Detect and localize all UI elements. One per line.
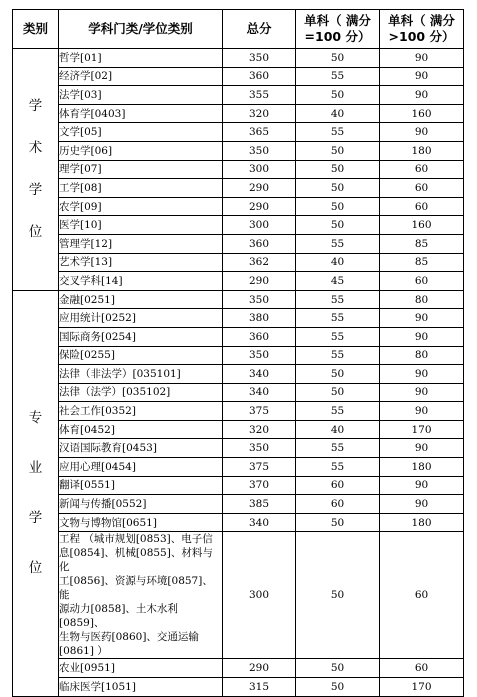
- category-char: 位: [28, 224, 43, 241]
- table-row: [13, 141, 464, 160]
- table-row-engineering: [13, 532, 464, 659]
- subject-cell: 农学[09]: [59, 197, 223, 216]
- subject-cell: 法律（法学）[035102]: [59, 383, 223, 402]
- subject-line: 息[0854]、机械[0855]、材料与化: [59, 547, 213, 574]
- single-over-100-cell: 85: [380, 234, 464, 253]
- subject-line: 工程 （城市规划[0853]、电子信: [59, 533, 213, 546]
- subject-cell: 汉语国际教育[0453]: [59, 439, 223, 458]
- table-row: [13, 197, 464, 216]
- subject-line: 工[0856]、资源与环境[0857]、能: [59, 575, 213, 602]
- single-over-100-cell: 180: [380, 513, 464, 532]
- table-row: [13, 678, 464, 697]
- total-score-cell: 300: [223, 532, 296, 659]
- subject-cell: 法学[03]: [59, 86, 223, 105]
- single-over-100-cell: 60: [380, 272, 464, 291]
- single-over-100-cell: 60: [380, 179, 464, 198]
- single-100-cell: 40: [296, 420, 380, 439]
- table-row: [13, 513, 464, 532]
- single-100-cell: 50: [296, 383, 380, 402]
- subject-cell: 新闻与传播[0552]: [59, 495, 223, 514]
- total-score-cell: 315: [223, 678, 296, 697]
- single-over-100-cell: 170: [380, 678, 464, 697]
- total-score-cell: 290: [223, 272, 296, 291]
- table-row: [13, 402, 464, 421]
- subject-cell: 保险[0255]: [59, 346, 223, 365]
- single-over-100-cell: 160: [380, 104, 464, 123]
- single-100-cell: 55: [296, 67, 380, 86]
- table-row: [13, 420, 464, 439]
- single-100-cell: 50: [296, 365, 380, 384]
- total-score-cell: 340: [223, 513, 296, 532]
- total-score-cell: 300: [223, 160, 296, 179]
- total-score-cell: 350: [223, 346, 296, 365]
- single-over-100-cell: 80: [380, 346, 464, 365]
- single-over-100-cell: 90: [380, 365, 464, 384]
- category-char: 术: [28, 140, 43, 157]
- table-row: [13, 253, 464, 272]
- subject-cell: 哲学[01]: [59, 49, 223, 68]
- single-over-100-cell: 170: [380, 420, 464, 439]
- category-char: 业: [28, 460, 43, 477]
- single-over-100-cell: 90: [380, 327, 464, 346]
- table-row: [13, 495, 464, 514]
- subject-cell: 翻译[0551]: [59, 476, 223, 495]
- single-over-100-cell: 180: [380, 141, 464, 160]
- single-over-100-cell: 180: [380, 458, 464, 477]
- header-subject: 学科门类/学位类别: [59, 10, 223, 49]
- table-row: [13, 179, 464, 198]
- single-100-cell: 55: [296, 290, 380, 309]
- single-over-100-cell: 60: [380, 160, 464, 179]
- single-100-cell: 55: [296, 346, 380, 365]
- subject-cell: 经济学[02]: [59, 67, 223, 86]
- table-row: [13, 216, 464, 235]
- table-row: [13, 476, 464, 495]
- single-over-100-cell: 90: [380, 123, 464, 142]
- single-100-cell: 55: [296, 439, 380, 458]
- table-header: [13, 10, 464, 49]
- single-100-cell: 50: [296, 659, 380, 678]
- professional-degree-label: [13, 290, 59, 696]
- subject-cell: 历史学[06]: [59, 141, 223, 160]
- total-score-cell: 290: [223, 659, 296, 678]
- single-100-cell: 55: [296, 234, 380, 253]
- single-over-100-cell: 60: [380, 532, 464, 659]
- total-score-cell: 350: [223, 439, 296, 458]
- subject-line: 源动力[0858]、土木水利[0859]、: [59, 603, 178, 630]
- total-score-cell: 360: [223, 234, 296, 253]
- total-score-cell: 350: [223, 290, 296, 309]
- subject-cell: 社会工作[0352]: [59, 402, 223, 421]
- single-over-100-cell: 60: [380, 659, 464, 678]
- subject-cell: 交叉学科[14]: [59, 272, 223, 291]
- category-char: 学: [28, 182, 43, 199]
- total-score-cell: 350: [223, 49, 296, 68]
- table-row: [13, 234, 464, 253]
- table-row: [13, 123, 464, 142]
- total-score-cell: 340: [223, 383, 296, 402]
- single-100-cell: 60: [296, 476, 380, 495]
- total-score-cell: 350: [223, 141, 296, 160]
- total-score-cell: 380: [223, 309, 296, 328]
- subject-cell: 工学[08]: [59, 179, 223, 198]
- single-over-100-cell: 60: [380, 197, 464, 216]
- table-row: [13, 86, 464, 105]
- single-100-cell: 55: [296, 327, 380, 346]
- single-over-100-cell: 80: [380, 290, 464, 309]
- total-score-cell: 290: [223, 197, 296, 216]
- total-score-cell: 320: [223, 420, 296, 439]
- subject-line: [0861] ）: [59, 645, 108, 658]
- single-over-100-cell: 90: [380, 67, 464, 86]
- single-over-100-cell: 160: [380, 216, 464, 235]
- total-score-cell: 375: [223, 458, 296, 477]
- single-100-cell: 50: [296, 49, 380, 68]
- academic-degree-label: [13, 49, 59, 291]
- table-row: [13, 327, 464, 346]
- subject-cell: [59, 532, 223, 659]
- subject-cell: 农业[0951]: [59, 659, 223, 678]
- single-100-cell: 50: [296, 678, 380, 697]
- total-score-cell: 360: [223, 67, 296, 86]
- subject-cell: 临床医学[1051]: [59, 678, 223, 697]
- single-100-cell: 40: [296, 104, 380, 123]
- single-100-cell: 55: [296, 458, 380, 477]
- header-total: 总分: [223, 10, 296, 49]
- subject-cell: 医学[10]: [59, 216, 223, 235]
- total-score-cell: 362: [223, 253, 296, 272]
- score-table: [12, 9, 464, 697]
- header-single-100: 单科（ 满分=100 分）: [296, 10, 380, 49]
- subject-cell: 金融[0251]: [59, 290, 223, 309]
- single-100-cell: 55: [296, 402, 380, 421]
- total-score-cell: 370: [223, 476, 296, 495]
- table-row: [13, 160, 464, 179]
- subject-cell: 理学[07]: [59, 160, 223, 179]
- table-row: [13, 272, 464, 291]
- subject-cell: 法律（非法学）[035101]: [59, 365, 223, 384]
- total-score-cell: 340: [223, 365, 296, 384]
- total-score-cell: 365: [223, 123, 296, 142]
- table-row: [13, 346, 464, 365]
- single-100-cell: 45: [296, 272, 380, 291]
- total-score-cell: 290: [223, 179, 296, 198]
- subject-cell: 体育[0452]: [59, 420, 223, 439]
- header-category: 类别: [13, 10, 59, 49]
- category-char: 学: [28, 510, 43, 527]
- single-100-cell: 40: [296, 253, 380, 272]
- single-over-100-cell: 85: [380, 253, 464, 272]
- category-char: 位: [28, 560, 43, 577]
- total-score-cell: 355: [223, 86, 296, 105]
- subject-cell: 艺术学[13]: [59, 253, 223, 272]
- subject-cell: 管理学[12]: [59, 234, 223, 253]
- single-over-100-cell: 90: [380, 495, 464, 514]
- subject-line: 生物与医药[0860]、交通运输: [59, 631, 199, 644]
- header-single-over-100: 单科（ 满分>100 分）: [380, 10, 464, 49]
- table-body: [13, 49, 464, 697]
- single-100-cell: 50: [296, 160, 380, 179]
- table-row: [13, 290, 464, 309]
- single-over-100-cell: 90: [380, 383, 464, 402]
- table-row: [13, 458, 464, 477]
- table-row: [13, 309, 464, 328]
- single-over-100-cell: 90: [380, 86, 464, 105]
- single-over-100-cell: 90: [380, 439, 464, 458]
- total-score-cell: 300: [223, 216, 296, 235]
- single-100-cell: 50: [296, 513, 380, 532]
- total-score-cell: 375: [223, 402, 296, 421]
- single-100-cell: 50: [296, 216, 380, 235]
- subject-cell: 文物与博物馆[0651]: [59, 513, 223, 532]
- table-row: [13, 49, 464, 68]
- single-100-cell: 60: [296, 495, 380, 514]
- total-score-cell: 360: [223, 327, 296, 346]
- table-row: [13, 439, 464, 458]
- subject-cell: 应用统计[0252]: [59, 309, 223, 328]
- total-score-cell: 320: [223, 104, 296, 123]
- total-score-cell: 385: [223, 495, 296, 514]
- table-row: [13, 104, 464, 123]
- subject-cell: 体育学[0403]: [59, 104, 223, 123]
- subject-cell: 国际商务[0254]: [59, 327, 223, 346]
- single-100-cell: 55: [296, 123, 380, 142]
- single-over-100-cell: 90: [380, 49, 464, 68]
- subject-cell: 文学[05]: [59, 123, 223, 142]
- table-row: [13, 383, 464, 402]
- single-100-cell: 50: [296, 86, 380, 105]
- category-char: 学: [28, 98, 43, 115]
- single-100-cell: 50: [296, 141, 380, 160]
- table-row: [13, 365, 464, 384]
- category-char: 专: [28, 410, 43, 427]
- single-100-cell: 50: [296, 179, 380, 198]
- subject-cell: 应用心理[0454]: [59, 458, 223, 477]
- single-over-100-cell: 90: [380, 309, 464, 328]
- single-100-cell: 55: [296, 309, 380, 328]
- single-100-cell: 50: [296, 197, 380, 216]
- table-row: [13, 659, 464, 678]
- single-100-cell: 50: [296, 532, 380, 659]
- single-over-100-cell: 90: [380, 476, 464, 495]
- single-over-100-cell: 90: [380, 402, 464, 421]
- table-row: [13, 67, 464, 86]
